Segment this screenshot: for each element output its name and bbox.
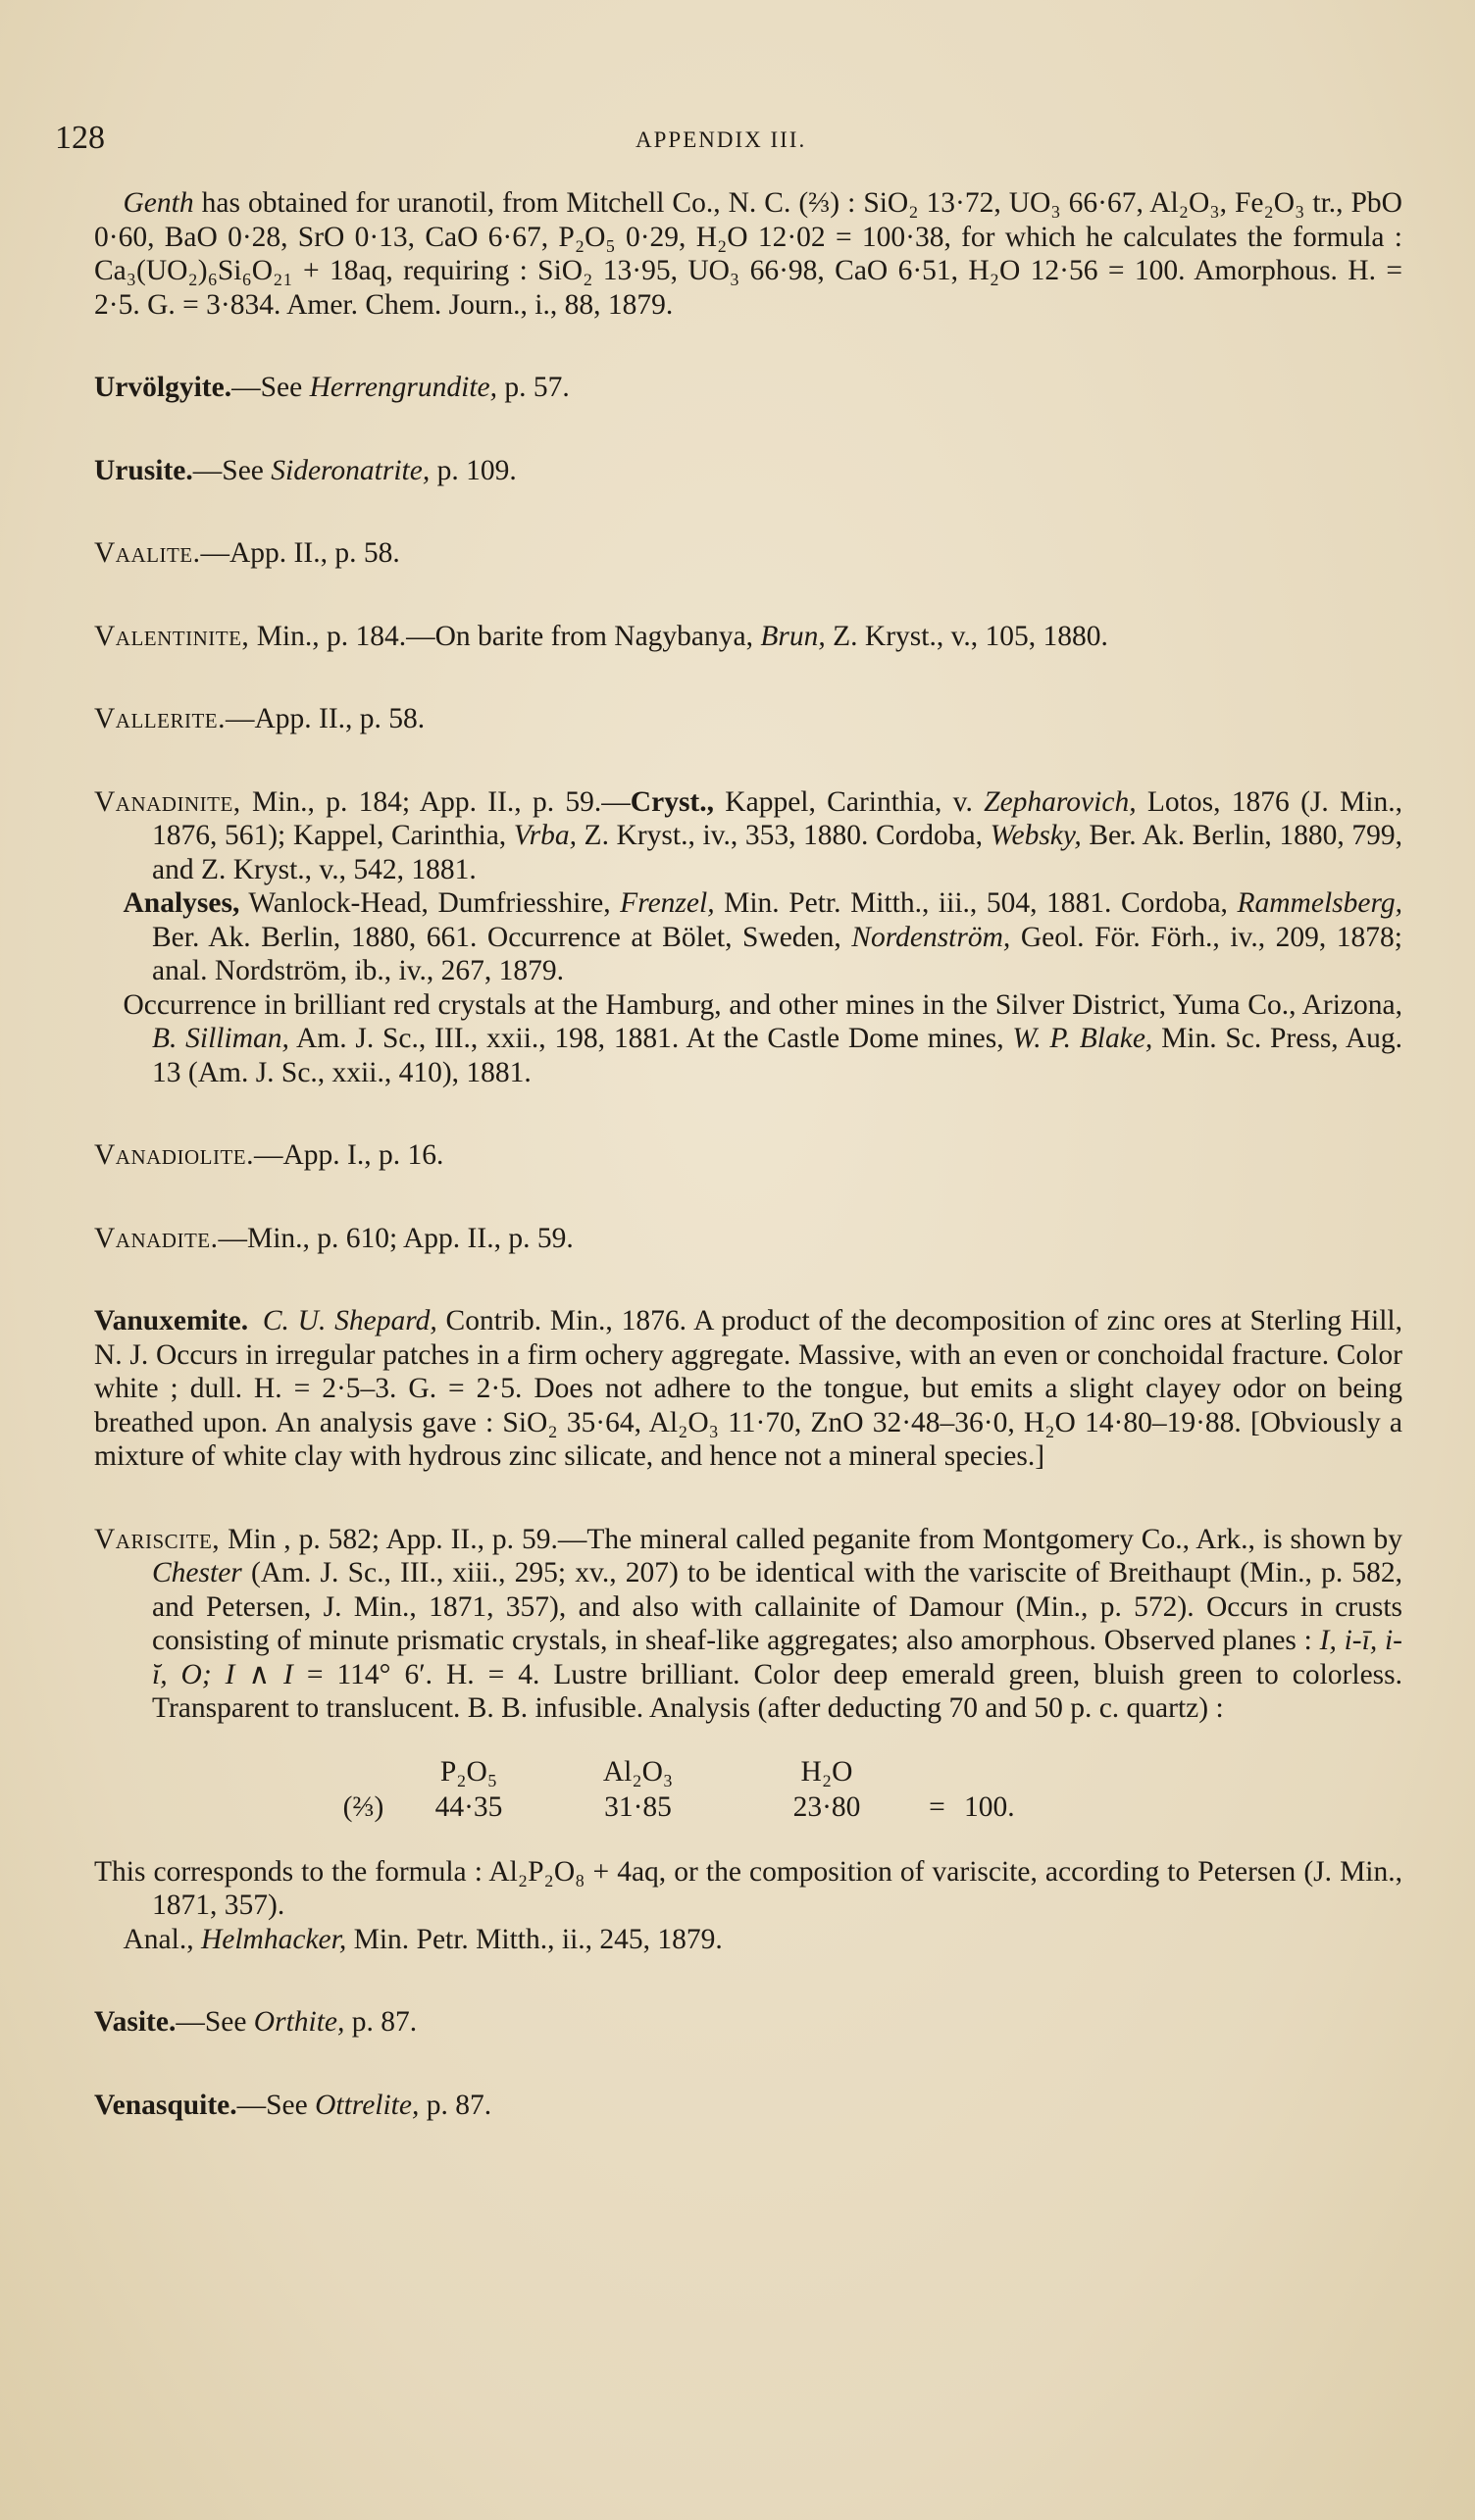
entry-vanuxemite: Vanuxemite. C. U. Shepard, Contrib. Min., 1876. A product of the decomposition of zinc ores at Sterling Hill, N. J. Occurs in irregular patches in a firm ochery aggregate. Massive, with an even or conchoidal fracture. Color white ; dull. H. = 2·5–3. G. = 2·5. Does not adhere to the tongue, but emits a slight clayey odor on being breathed upon. An analysis gave : SiO₂ 35·64, Al₂O₃ 11·70, ZnO 32·48–36·0, H₂O 14·80–19·88. [Obviously a mixture of white clay with hydrous zinc silicate, and hence not a mineral species.]: [94, 1305, 1403, 1472]
entry-heading: Vanuxemite.: [94, 1305, 249, 1336]
entry-heading: Vallerite.: [94, 703, 226, 734]
table-row: [322, 1790, 1072, 1826]
page-body: [94, 186, 1402, 2122]
page-header: [55, 120, 1408, 159]
entry-heading: Valentinite,: [94, 620, 250, 652]
author-shepard: C. U. Shepard,: [262, 1305, 437, 1336]
observed-planes: I, i-ī, i-ĭ, O; I ∧ I: [152, 1625, 1402, 1690]
entry-valentinite: Valentinite, Min., p. 184.—On barite from Nagybanya, Brun, Z. Kryst., v., 105, 1880.: [94, 620, 1108, 652]
entry-venasquite: Venasquite.—See Ottrelite, p. 87.: [94, 2089, 492, 2121]
entry-vanadinite: Vanadinite, Min., p. 184; App. II., p. 59.—Cryst., Kappel, Carinthia, v. Zepharovich, Lotos, 1876 (J. Min., 1876, 561); Kappel, Carinthia, Vrba, Z. Kryst., iv., 353, 1880. Cordoba, Websky, Ber. Ak. Berlin, 1880, 799, and Z. Kryst., v., 542, 1881.: [94, 785, 1403, 885]
table-header: Al₂O₃: [602, 1756, 674, 1788]
entry-heading: Variscite,: [94, 1523, 221, 1555]
entry-vanadite: Vanadite.—Min., p. 610; App. II., p. 59.: [94, 1222, 574, 1254]
entry-vanadiolite: Vanadiolite.—App. I., p. 16.: [94, 1139, 444, 1171]
page-number: 128: [55, 120, 105, 156]
entry-vaalite: Vaalite.—App. II., p. 58.: [94, 537, 400, 569]
author-genth: Genth: [123, 187, 194, 219]
table-cell: 31·85: [604, 1791, 672, 1823]
entry-urusite: Urusite.—See Sideronatrite, p. 109.: [94, 454, 517, 486]
variscite-formula: This corresponds to the formula : Al₂P₂O₈ + 4aq, or the composition of variscite, according to Petersen (J. Min., 1871, 357).: [94, 1855, 1402, 1921]
entry-heading: Venasquite.: [94, 2089, 237, 2121]
running-head: APPENDIX III.: [636, 127, 807, 152]
table-header-row: [322, 1755, 1072, 1790]
entry-heading: Vasite.: [94, 2006, 177, 2038]
entry-heading: Vanadiolite.: [94, 1139, 254, 1171]
analysis-table: [322, 1755, 1072, 1826]
entry-genth: Genth has obtained for uranotil, from Mitchell Co., N. C. (⅔) : SiO₂ 13·72, UO₃ 66·67, Al₂O₃, Fe₂O₃ tr., PbO 0·60, BaO 0·28, SrO 0·13, CaO 6·67, P₂O₅ 0·29, H₂O 12·02 = 100·38, for which he calculates the formula : Ca₃(UO₂)₆Si₆O₂₁ + 18aq, requiring : SiO₂ 13·95, UO₃ 66·98, CaO 6·51, H₂O 12·56 = 100. Amorphous. H. = 2·5. G. = 3·834. Amer. Chem. Journ., i., 88, 1879.: [94, 187, 1402, 321]
table-header: H₂O: [800, 1756, 853, 1788]
entry-heading: Urvölgyite.: [94, 372, 232, 403]
entry-heading: Vanadite.: [94, 1222, 219, 1254]
cross-reference: Orthite,: [253, 2006, 345, 2038]
author-brun: Brun,: [760, 620, 826, 652]
table-cell: 23·80: [792, 1791, 861, 1823]
cross-reference: Ottrelite,: [315, 2089, 420, 2121]
editorial-note: [Obviously a mixture of white clay with hydrous zinc silicate, and hence not a mineral species.]: [94, 1406, 1403, 1472]
equals-sign: =: [929, 1791, 945, 1823]
row-label: (⅔): [342, 1791, 384, 1823]
entry-heading: Vanadinite,: [94, 785, 241, 818]
table-total: 100.: [964, 1791, 1015, 1823]
entry-heading: Urusite.: [94, 454, 193, 486]
entry-heading: Vaalite.: [94, 537, 201, 569]
table-header: P₂O₅: [439, 1756, 498, 1788]
table-cell: 44·35: [434, 1791, 503, 1823]
cross-reference: Sideronatrite,: [271, 454, 431, 486]
vanadinite-analyses: Analyses, Wanlock-Head, Dumfriesshire, Frenzel, Min. Petr. Mitth., iii., 504, 1881. Cordoba, Rammelsberg, Ber. Ak. Berlin, 1880, 661. Occurrence at Bölet, Sweden, Nordenström, Geol. För. Förh., iv., 209, 1878; anal. Nordström, ib., iv., 267, 1879.: [123, 887, 1402, 986]
entry-urvolgyite: Urvölgyite.—See Herrengrundite, p. 57.: [94, 372, 570, 403]
entry-vallerite: Vallerite.—App. II., p. 58.: [94, 703, 426, 734]
entry-vasite: Vasite.—See Orthite, p. 87.: [94, 2006, 418, 2038]
variscite-analysis-ref: Anal., Helmhacker, Min. Petr. Mitth., ii., 245, 1879.: [123, 1923, 723, 1955]
entry-variscite: Variscite, Min , p. 582; App. II., p. 59.—The mineral called peganite from Montgomery Co., Ark., is shown by Chester (Am. J. Sc., III., xiii., 295; xv., 207) to be identical with the variscite of Breithaupt (Min., p. 582, and Petersen, J. Min., 1871, 357), and also with callainite of Damour (Min., p. 572). Occurs in crusts consisting of minute prismatic crystals, in sheaf-like aggregates; also amorphous. Observed planes : I, i-ī, i-ĭ, O; I ∧ I = 114° 6′. H. = 4. Lustre brilliant. Color deep emerald green, bluish green to colorless. Transparent to translucent. B. B. infusible. Analysis (after deducting 70 and 50 p. c. quartz) :: [94, 1523, 1402, 1724]
cross-reference: Herrengrundite,: [309, 372, 498, 403]
vanadinite-occurrence: Occurrence in brilliant red crystals at the Hamburg, and other mines in the Silver District, Yuma Co., Arizona, B. Silliman, Am. J. Sc., III., xxii., 198, 1881. At the Castle Dome mines, W. P. Blake, Min. Sc. Press, Aug. 13 (Am. J. Sc., xxii., 410), 1881.: [123, 988, 1402, 1088]
